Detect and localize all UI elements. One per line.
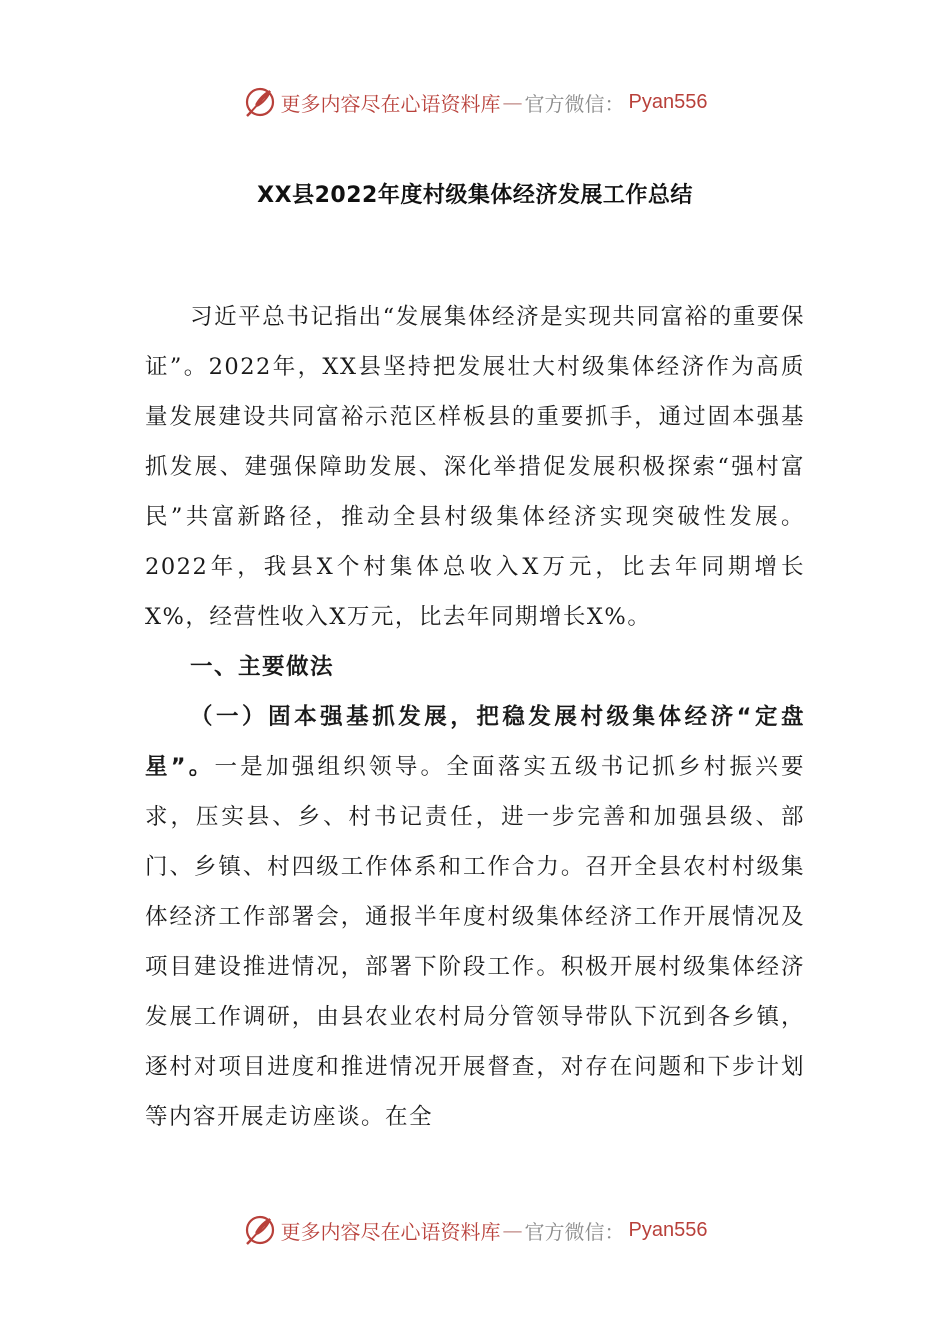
footer-watermark xyxy=(0,1210,950,1250)
watermark-wechat-id: Pyan556 xyxy=(628,90,708,113)
feather-pen-logo-icon xyxy=(243,85,277,119)
watermark-text: 更多内容尽在心语资料库 xyxy=(280,91,501,116)
feather-pen-logo-icon xyxy=(243,1213,277,1247)
subsection-paragraph xyxy=(145,692,805,1142)
subsection-heading: （一）固本强基抓发展，把稳发展村级集体经济“定盘星”。 xyxy=(145,704,805,780)
watermark-wechat-id: Pyan556 xyxy=(628,1218,708,1241)
document-body xyxy=(145,292,805,1142)
section-heading: 一、主要做法 xyxy=(190,654,335,680)
intro-paragraph: 习近平总书记指出“发展集体经济是实现共同富裕的重要保证”。2022年，XX县坚持把发展壮大村级集体经济作为高质量发展建设共同富裕示范区样板县的重要抓手，通过固本强基抓发展、建强保障助发展、深化举措促发展积极探索“强村富民”共富新路径，推动全县村级集体经济实现突破性发展。2022年，我县X个村集体总收入X万元，比去年同期增长X%，经营性收入X万元，比去年同期增长X%。 xyxy=(145,304,805,630)
watermark-official-label: 官方微信： xyxy=(524,91,625,116)
subsection-body: 一是加强组织领导。全面落实五级书记抓乡村振兴要求，压实县、乡、村书记责任，进一步完善和加强县级、部门、乡镇、村四级工作体系和工作合力。召开全县农村村级集体经济工作部署会，通报半年度村级集体经济工作开展情况及项目建设推进情况，部署下阶段工作。积极开展村级集体经济发展工作调研，由县农业农村局分管领导带队下沉到各乡镇，逐村对项目进度和推进情况开展督查，对存在问题和下步计划等内容开展走访座谈。在全 xyxy=(145,754,805,1130)
document-title: XX县2022年度村级集体经济发展工作总结 xyxy=(257,183,693,208)
header-watermark xyxy=(0,82,950,122)
watermark-separator: — xyxy=(502,1218,523,1242)
watermark-text: 更多内容尽在心语资料库 xyxy=(280,1219,501,1244)
watermark-official-label: 官方微信： xyxy=(524,1219,625,1244)
watermark-separator: — xyxy=(502,90,523,114)
